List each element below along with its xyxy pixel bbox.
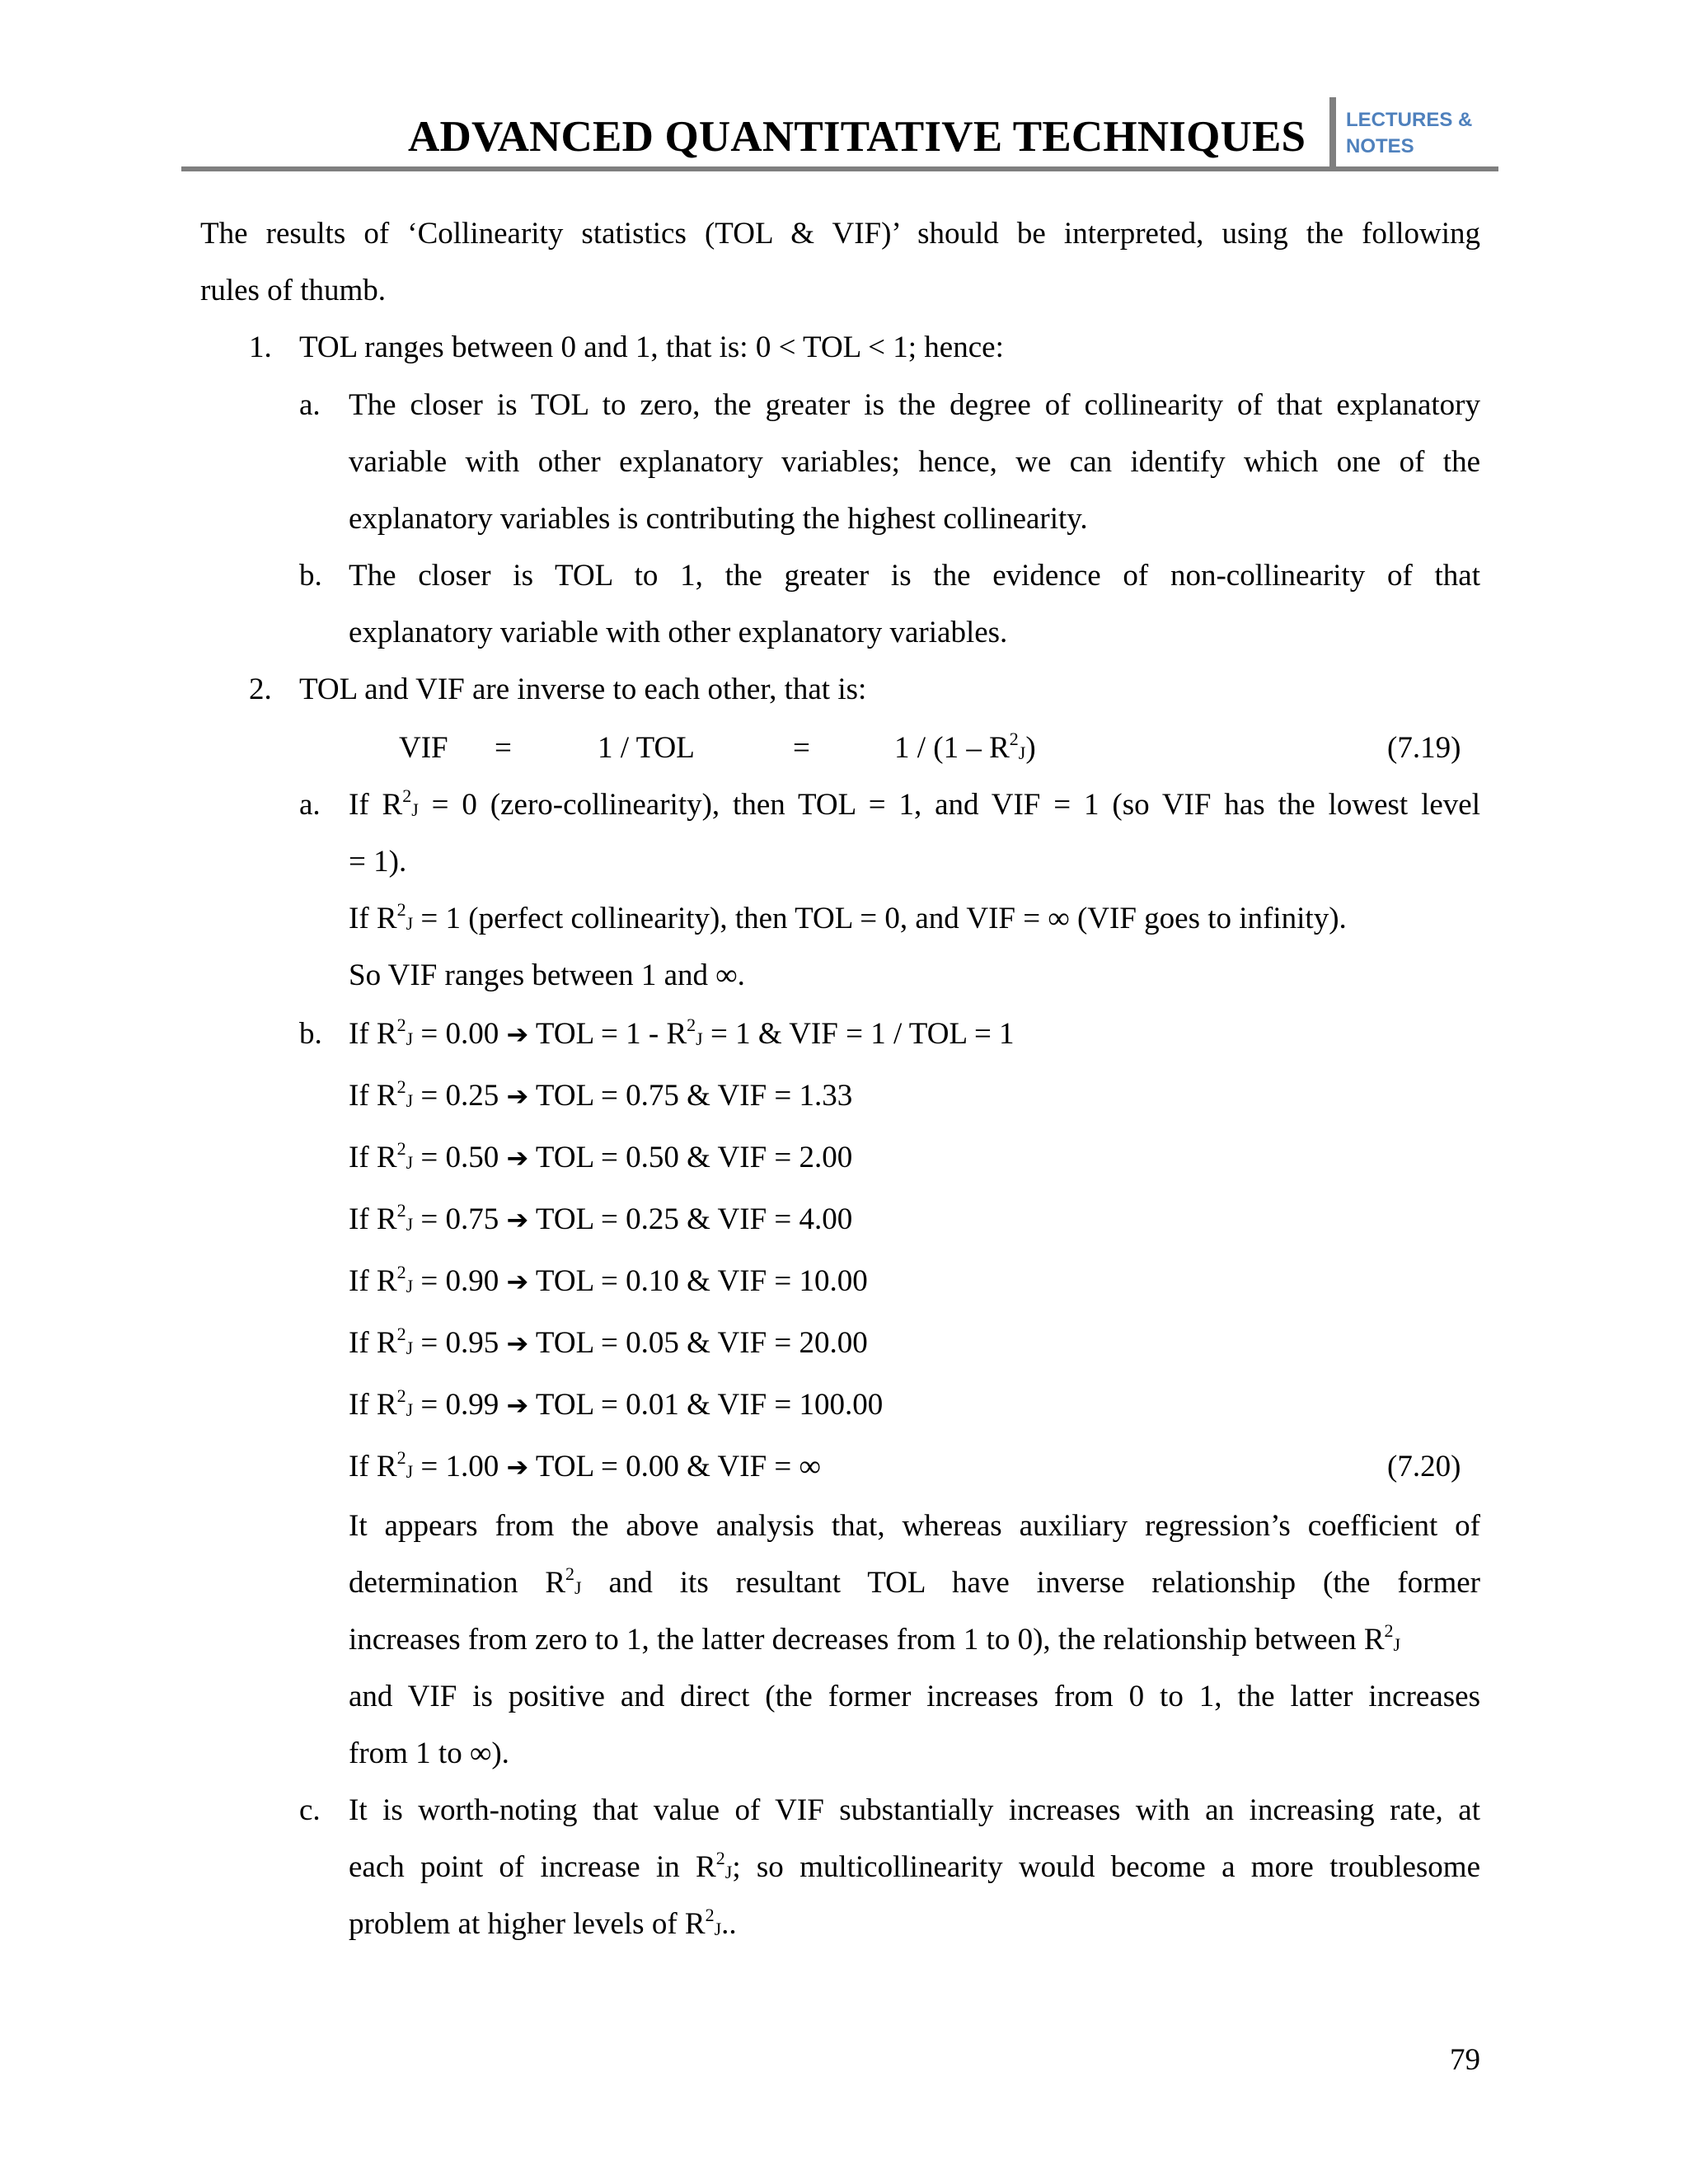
arrow-icon: ➔ — [506, 1390, 529, 1421]
page-number: 79 — [1450, 2043, 1480, 2077]
r2-row: If $R^2_J = 0.25$ ➔ TOL = 0.75 & VIF = 1.33 — [349, 1076, 853, 1113]
item1a-label: a. — [299, 388, 321, 422]
item1a-line-3: explanatory variables is contributing the highest collinearity. — [349, 502, 1088, 536]
item2a-line-4: So VIF ranges between 1 and ∞. — [349, 958, 745, 992]
item2b-para-line-5: from 1 to ∞). — [349, 1736, 509, 1770]
r2-row: If $R^2_J = 0.99$ ➔ TOL = 0.01 & VIF = 100.00 — [349, 1385, 884, 1422]
arrow-icon: ➔ — [506, 1019, 529, 1050]
item2a-line-2: = 1). — [349, 845, 407, 879]
item2a-line-3: If $R^2_J = 1$ (perfect collinearity), then TOL = 0, and VIF = ∞ (VIF goes to infinity). — [349, 899, 1347, 935]
equation-equals-2: = — [793, 731, 810, 765]
item2c-line-1: It is worth-noting that value of VIF substantially increases with an increasing rate, at — [349, 1793, 1480, 1827]
equation-lhs: VIF — [399, 731, 448, 765]
item2-number: 2. — [249, 673, 272, 706]
item2b-para-line-3: increases from zero to 1, the latter decreases from 1 to 0), the relationship between $R^2_J$ — [349, 1620, 1401, 1657]
header-divider — [1329, 97, 1336, 168]
item2c-line-2: each point of increase in $R^2_J$; so multicollinearity would become a more troublesome — [349, 1848, 1481, 1884]
item1-number: 1. — [249, 330, 272, 364]
arrow-icon: ➔ — [506, 1142, 529, 1174]
item2a-label: a. — [299, 788, 321, 822]
r2-row: If $R^2_J = 1.00$ ➔ TOL = 0.00 & VIF = ∞ — [349, 1447, 821, 1483]
equation-equals-1: = — [495, 731, 512, 765]
item1b-line-1: The closer is TOL to 1, the greater is the evidence of non-collinearity of that — [349, 559, 1480, 593]
equation-rhs: $1 / (1 - R^2_J)$ — [894, 729, 1036, 765]
r2-row: If $R^2_J = 0.50$ ➔ TOL = 0.50 & VIF = 2.00 — [349, 1138, 853, 1174]
r2-row: If $R^2_J = 0.95$ ➔ TOL = 0.05 & VIF = 20.00 — [349, 1324, 868, 1360]
item1b-line-2: explanatory variable with other explanatory variables. — [349, 616, 1008, 649]
item2b-para-line-1: It appears from the above analysis that, whereas auxiliary regression’s coefficient of — [349, 1509, 1480, 1543]
item1b-label: b. — [299, 559, 322, 593]
item2-text: TOL and VIF are inverse to each other, that is: — [299, 673, 867, 706]
r2-row: If $R^2_J = 0.75$ ➔ TOL = 0.25 & VIF = 4.00 — [349, 1200, 853, 1236]
item2b-label: b. — [299, 1017, 322, 1051]
item2a-line-1: If $R^2_J = 0$ (zero-collinearity), then TOL = 1, and VIF = 1 (so VIF has the lowest level — [349, 785, 1480, 822]
header-title: ADVANCED QUANTITATIVE TECHNIQUES — [408, 113, 1306, 161]
header-side-label — [1346, 107, 1511, 160]
arrow-icon: ➔ — [506, 1204, 529, 1235]
item1-text: TOL ranges between 0 and 1, that is: 0 < TOL < 1; hence: — [299, 330, 1004, 364]
header-side-line2: NOTES — [1346, 135, 1414, 157]
arrow-icon: ➔ — [506, 1451, 529, 1483]
equation-middle: 1 / TOL — [598, 731, 695, 765]
intro-line-1: The results of ‘Collinearity statistics (TOL & VIF)’ should be interpreted, using the following — [200, 217, 1480, 251]
r2-row: If $R^2_J = 0.90$ ➔ TOL = 0.10 & VIF = 10.00 — [349, 1262, 868, 1298]
item2b-para-line-4: and VIF is positive and direct (the former increases from 0 to 1, the latter increases — [349, 1680, 1480, 1713]
item2c-label: c. — [299, 1793, 321, 1827]
item1a-line-2: variable with other explanatory variables; hence, we can identify which one of the — [349, 445, 1480, 479]
header-rule — [181, 166, 1498, 171]
item1a-line-1: The closer is TOL to zero, the greater is the degree of collinearity of that explanatory — [349, 388, 1480, 422]
r2-row: If $R^2_J = 0.00$ ➔ TOL = $1 - R^2_J = 1$ & VIF = 1 / TOL = 1 — [349, 1015, 1015, 1051]
arrow-icon: ➔ — [506, 1328, 529, 1359]
arrow-icon: ➔ — [506, 1266, 529, 1297]
item2c-line-3: problem at higher levels of $R^2_J$.. — [349, 1905, 737, 1941]
intro-line-2: rules of thumb. — [200, 274, 387, 307]
equation-number-7-19: (7.19) — [1387, 731, 1461, 765]
item2b-para-line-2: determination $R^2_J$ and its resultant TOL have inverse relationship (the former — [349, 1563, 1481, 1600]
header-side-line1: LECTURES & — [1346, 109, 1473, 131]
arrow-icon: ➔ — [506, 1080, 529, 1112]
equation-number-7-20: (7.20) — [1387, 1450, 1461, 1483]
